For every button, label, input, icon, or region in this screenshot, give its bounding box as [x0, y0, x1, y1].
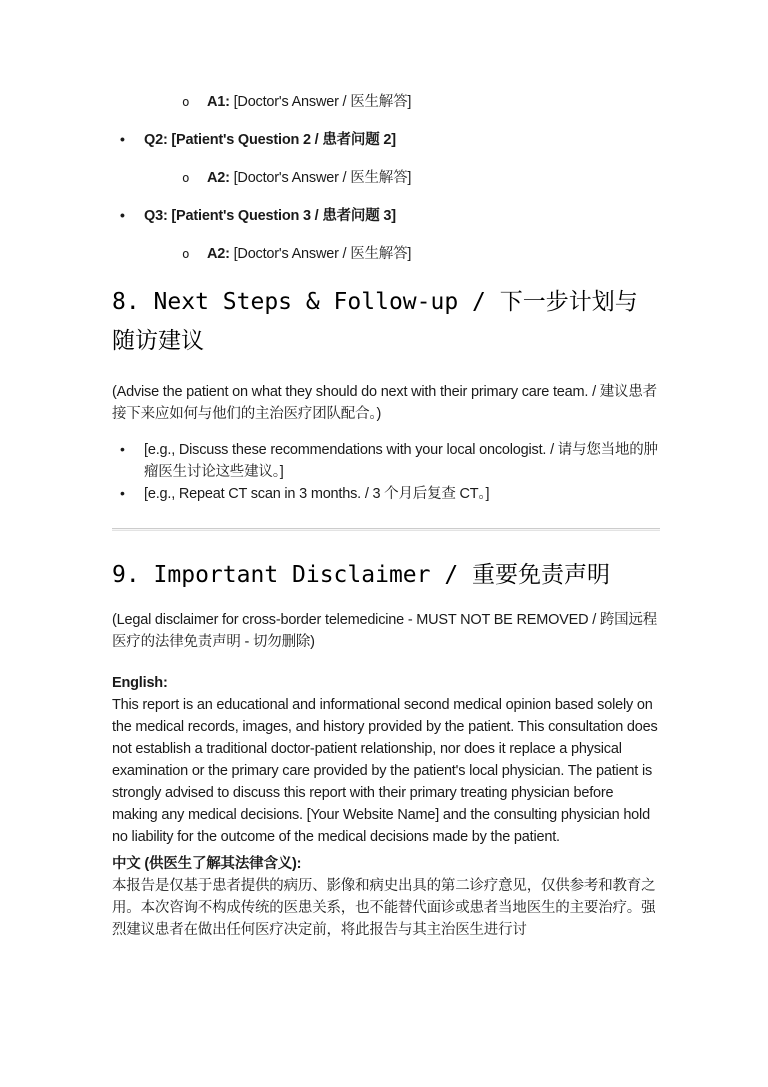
qa-question-item: [112, 129, 660, 151]
disclaimer-chinese-text: 本报告是仅基于患者提供的病历、影像和病史出具的第二诊疗意见，仅供参考和教育之用。本次咨询不构成传统的医患关系，也不能替代面诊或患者当地医生的主要治疗。强烈建议患者在做出任何医疗决定前，将此报告与其主治医生进行讨: [112, 878, 656, 938]
disc-bullet-icon: •: [120, 441, 125, 457]
disc-bullet-icon: •: [120, 207, 125, 223]
circle-bullet-icon: o: [182, 94, 190, 109]
disclaimer-english-label: English:: [112, 675, 168, 691]
qa-answer-item: [112, 91, 660, 113]
answer-text: [Doctor's Answer / 医生解答]: [229, 94, 412, 110]
question-text: [Patient's Question 2 / 患者问题 2]: [167, 132, 396, 148]
section-divider: [112, 528, 660, 531]
next-step-item: [112, 439, 660, 483]
question-text: [Patient's Question 3 / 患者问题 3]: [167, 208, 396, 224]
circle-bullet-icon: o: [182, 170, 190, 185]
question-label: Q3:: [144, 208, 168, 224]
answer-text: [Doctor's Answer / 医生解答]: [229, 246, 412, 262]
disc-bullet-icon: •: [120, 485, 125, 501]
qa-question-item: [112, 205, 660, 227]
answer-label: A1:: [207, 94, 230, 110]
disc-bullet-icon: •: [120, 131, 125, 147]
section-8-intro: (Advise the patient on what they should do next with their primary care team. / 建议患者接下来应如何与他们的主治医疗团队配合。): [112, 384, 657, 422]
answer-label: A2:: [207, 170, 230, 186]
next-step-text: [e.g., Repeat CT scan in 3 months. / 3 个月后复查 CT。]: [144, 486, 490, 502]
circle-bullet-icon: o: [182, 246, 190, 261]
section-9-intro: (Legal disclaimer for cross-border telemedicine - MUST NOT BE REMOVED / 跨国远程医疗的法律免责声明 - 切勿删除): [112, 612, 658, 650]
question-label: Q2:: [144, 132, 168, 148]
qa-list: [112, 91, 660, 265]
section-8-heading: 8. Next Steps & Follow-up / 下一步计划与随访建议: [112, 289, 638, 354]
answer-label: A2:: [207, 246, 230, 262]
answer-text: [Doctor's Answer / 医生解答]: [229, 170, 412, 186]
next-step-text: [e.g., Discuss these recommendations with your local oncologist. / 请与您当地的肿瘤医生讨论这些建议。]: [144, 442, 658, 480]
qa-answer-item: [112, 243, 660, 265]
next-step-item: [112, 483, 660, 505]
section-8-bullet-list: [112, 439, 660, 505]
disclaimer-english-text: This report is an educational and informational second medical opinion based solely on the medical records, images, and history provided by the patient. This consultation does not establish a traditional doctor-patient relationship, nor does it replace a physical examination or the primary care provided by the patient's local physician. The patient is strongly advised to discuss this report with their primary treating physician before making any medical decisions. [Your Website Name] and the consulting physician hold no liability for the outcome of the medical decisions made by the patient.: [112, 697, 658, 845]
qa-answer-item: [112, 167, 660, 189]
disclaimer-chinese-label: 中文 (供医生了解其法律含义):: [112, 856, 302, 872]
section-9-heading: 9. Important Disclaimer / 重要免责声明: [112, 562, 611, 588]
